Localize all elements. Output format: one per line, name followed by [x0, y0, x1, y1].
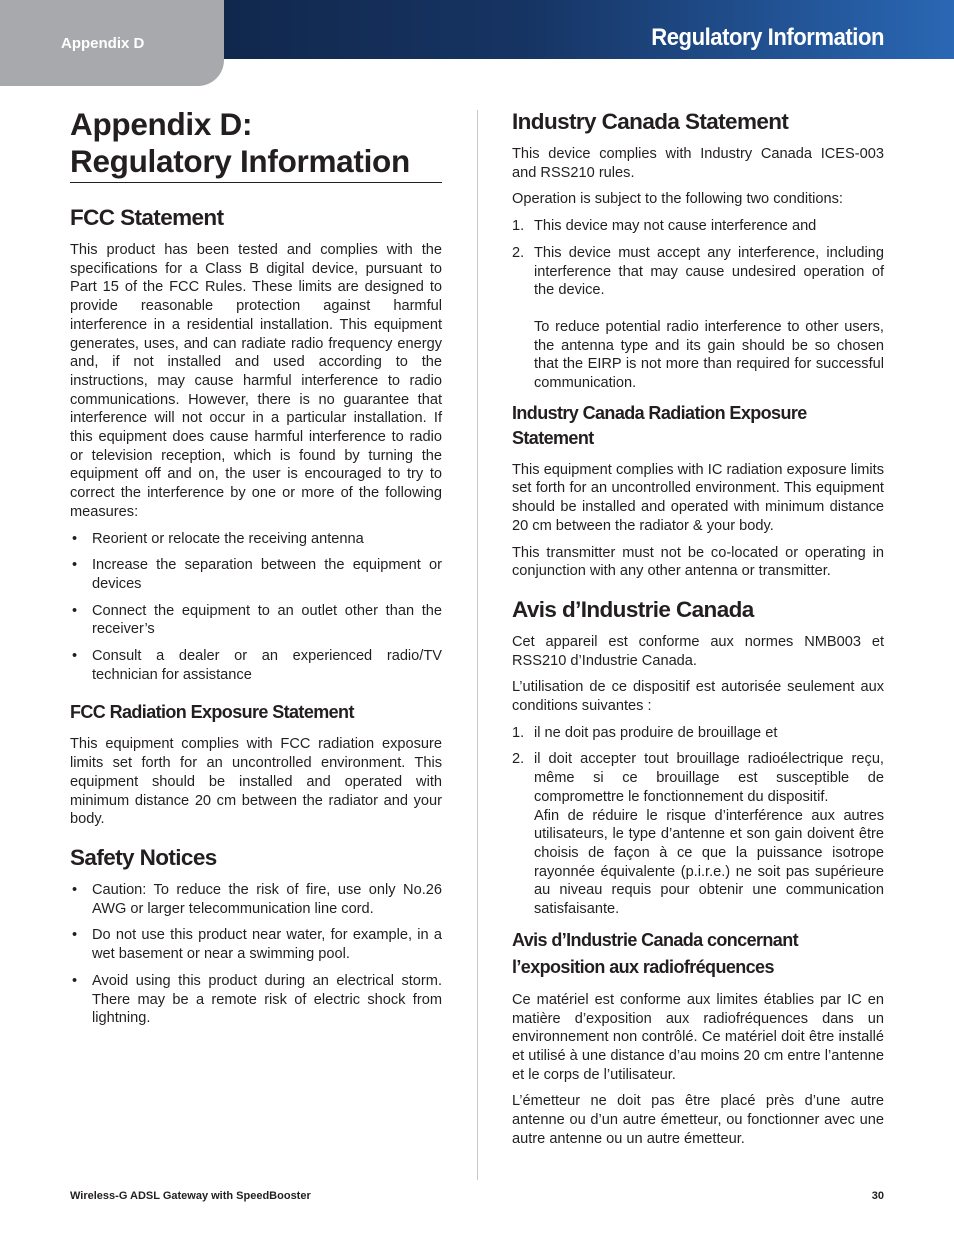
- list-item: • Avoid using this product during an electrical storm. There may be a remote risk of electric shock from lightning.: [70, 972, 442, 1028]
- list-item: • Do not use this product near water, for example, in a wet basement or near a swimming pool.: [70, 926, 442, 963]
- list-item: • Consult a dealer or an experienced radio/TV technician for assistance: [70, 647, 442, 684]
- list-item: [512, 217, 884, 236]
- list-item: • Caution: To reduce the risk of fire, use only No.26 AWG or larger telecommunication line cord.: [70, 881, 442, 918]
- fcc-statement-paragraph: This product has been tested and complies with the specifications for a Class B digital device, pursuant to Part 15 of the FCC Rules. These limits are designed to provide reasonable protection against harmful interference in a residential installation. This equipment generates, uses, and can radiate radio frequency energy and, if not installed and used according to the instructions, may cause harmful interference to radio communications. However, there is no guarantee that interference will not occur in a particular installation. If this equipment does cause harmful interference to radio or television reception, which is found by turning the equipment off and on, the user is encouraged to try to correct the interference by one or more of the following measures:: [70, 242, 442, 520]
- section-title: Regulatory Information: [651, 24, 884, 51]
- page-title-line1: Appendix D:: [70, 106, 253, 142]
- safety-notices-heading: Safety Notices: [70, 844, 217, 870]
- footer-product-name: Wireless-G ADSL Gateway with SpeedBooster: [70, 1190, 311, 1202]
- list-number: 1.: [512, 218, 525, 235]
- list-number: 2.: [512, 244, 525, 261]
- footer-page-number: 30: [871, 1190, 884, 1202]
- list-number: 1.: [512, 724, 525, 741]
- appendix-tab-label: Appendix D: [61, 35, 145, 52]
- list-item: • Reorient or relocate the receiving antenna: [70, 530, 442, 549]
- industry-canada-colocation-paragraph: This transmitter must not be co-located or operating in conjunction with any other antenna or transmitter.: [512, 544, 884, 580]
- avis-industrie-heading: Avis d’Industrie Canada: [512, 596, 754, 622]
- avis-industrie-conditions-intro: L’utilisation de ce dispositif est autorisée seulement aux conditions suivantes :: [512, 679, 884, 715]
- industry-canada-radiation-heading: Industry Canada Radiation Exposure Statement: [512, 402, 807, 448]
- page-title: [70, 106, 442, 183]
- avis-industrie-paragraph: Cet appareil est conforme aux normes NMB003 et RSS210 d’Industrie Canada.: [512, 633, 884, 669]
- list-number: 2.: [512, 751, 525, 768]
- fcc-radiation-heading: FCC Radiation Exposure Statement: [70, 702, 354, 723]
- industry-canada-conditions-list: [512, 217, 884, 393]
- fcc-radiation-paragraph: This equipment complies with FCC radiation exposure limits set forth for an uncontrolled environment. This equipment should be installed and operated with minimum distance 20 cm between the radiator and your body.: [70, 736, 442, 828]
- industry-canada-conditions-intro: Operation is subject to the following two conditions:: [512, 191, 843, 208]
- list-item: • Increase the separation between the equipment or devices: [70, 556, 442, 593]
- avis-exposition-heading: Avis d’Industrie Canada concernant l’exposition aux radiofréquences: [512, 929, 799, 977]
- list-item-text: il ne doit pas produire de brouillage et: [534, 724, 778, 741]
- safety-notices-list: [70, 881, 442, 1028]
- avis-industrie-conditions-list: [512, 724, 884, 919]
- list-item-note: To reduce potential radio interference to other users, the antenna type and its gain should be so chosen that the EIRP is not more than required for successful communication.: [534, 318, 884, 392]
- right-column: [512, 106, 884, 1156]
- column-divider: [477, 110, 478, 1180]
- appendix-tab: [0, 0, 224, 86]
- list-item-text: This device must accept any interference, including interference that may cause undesired operation of the device.: [534, 244, 884, 299]
- industry-canada-heading: Industry Canada Statement: [512, 109, 789, 134]
- avis-emetteur-paragraph: L’émetteur ne doit pas être placé près d’une autre antenne ou d’un autre émetteur, ou fonctionner avec une autre antenne ou un autre émetteur.: [512, 1093, 884, 1147]
- list-item: [512, 244, 884, 393]
- list-item: [512, 724, 884, 743]
- list-item-text: This device may not cause interference and: [534, 218, 817, 235]
- fcc-statement-heading: FCC Statement: [70, 205, 224, 230]
- left-column: [70, 106, 442, 1036]
- industry-canada-radiation-paragraph: This equipment complies with IC radiation exposure limits set forth for an uncontrolled environment. This equipment should be installed and operated with minimum distance 20 cm between the radiator & your body.: [512, 461, 884, 534]
- page-title-line2: Regulatory Information: [70, 143, 410, 179]
- avis-exposition-paragraph: Ce matériel est conforme aux limites établies par IC en matière d’exposition aux radiofréquences dans un environnement non contrôlé. Ce matériel doit être installé et utilisé à une distance d’au moins 20 cm entre l’antenne et le corps de l’utilisateur.: [512, 991, 884, 1083]
- fcc-measures-list: [70, 530, 442, 685]
- list-item-text: il doit accepter tout brouillage radioélectrique reçu, même si ce brouillage est susceptible de compromettre le fonctionnement du dispositif.: [534, 751, 884, 805]
- list-item: • Connect the equipment to an outlet other than the receiver’s: [70, 602, 442, 639]
- industry-canada-paragraph: This device complies with Industry Canada ICES-003 and RSS210 rules.: [512, 146, 884, 181]
- list-item: [512, 750, 884, 918]
- list-item-note: Afin de réduire le risque d’interférence aux autres utilisateurs, le type d’antenne et son gain doivent être choisis de façon à ce que la puissance isotrope rayonnée équivalente (p.i.r.e.) ne soit pas supérieure au niveau requis pour obtenir une communication satisfaisante.: [534, 807, 884, 918]
